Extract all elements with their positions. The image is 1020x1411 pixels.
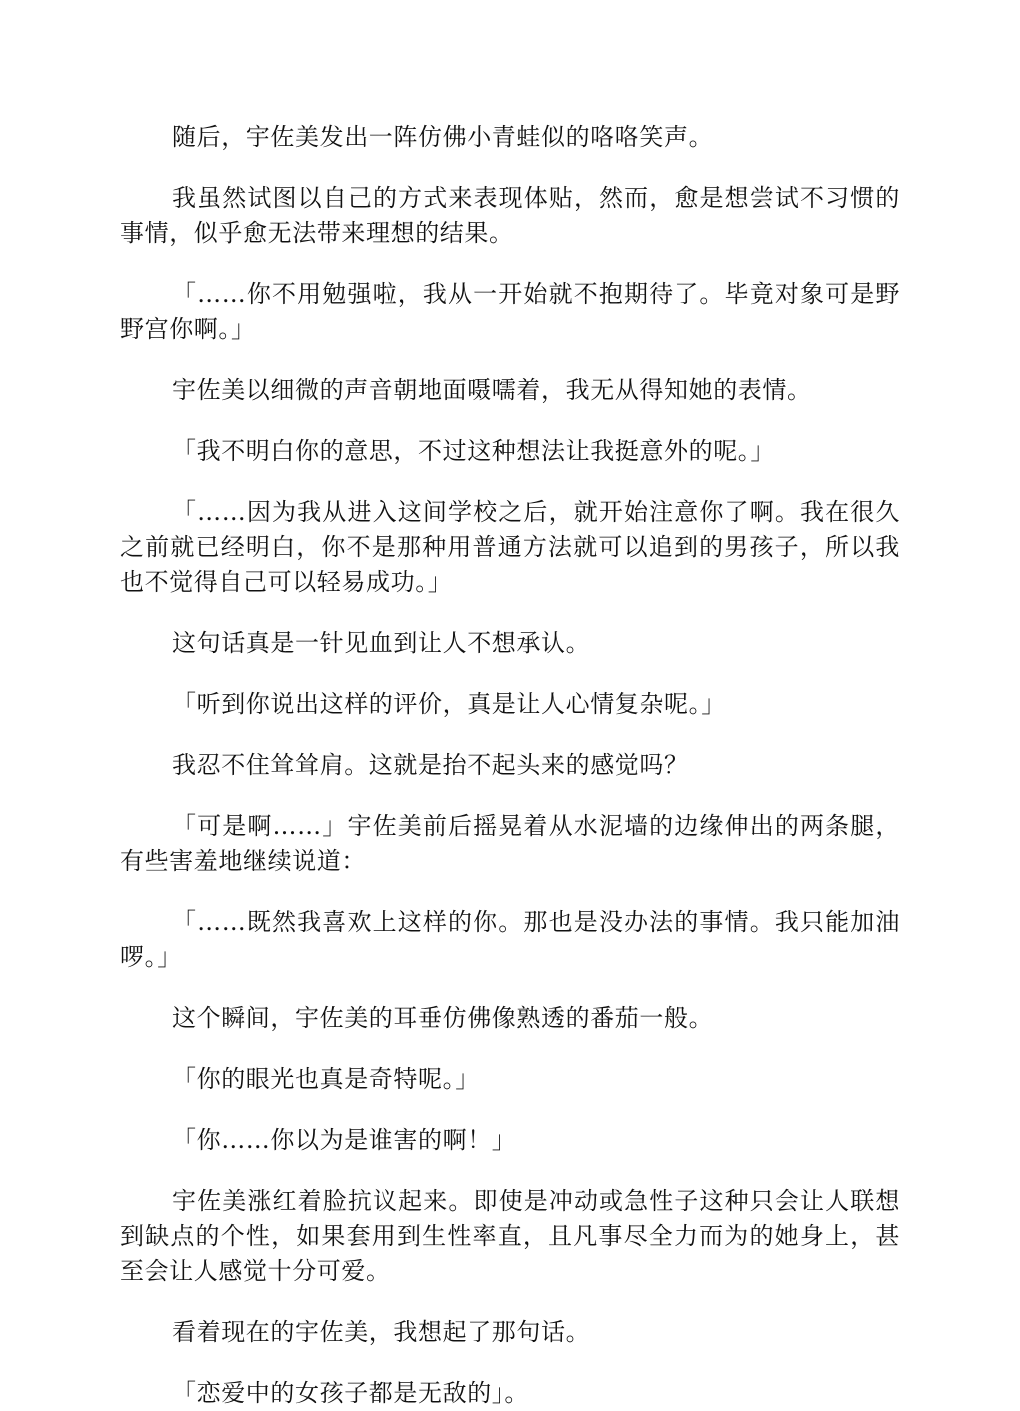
paragraph: 「……你不用勉强啦，我从一开始就不抱期待了。毕竟对象可是野野宫你啊。」: [120, 280, 900, 343]
paragraph: 「我不明白你的意思，不过这种想法让我挺意外的呢。」: [172, 437, 775, 465]
paragraph: 「可是啊……」宇佐美前后摇晃着从水泥墙的边缘伸出的两条腿，有些害羞地继续说道：: [120, 812, 900, 875]
paragraph: 这个瞬间，宇佐美的耳垂仿佛像熟透的番茄一般。: [172, 1004, 714, 1032]
paragraph: 宇佐美以细微的声音朝地面嗫嚅着，我无从得知她的表情。: [172, 376, 812, 404]
paragraph: 宇佐美涨红着脸抗议起来。即使是冲动或急性子这种只会让人联想到缺点的个性，如果套用到生性率直，且凡事尽全力而为的她身上，甚至会让人感觉十分可爱。: [120, 1187, 900, 1285]
paragraph: 看着现在的宇佐美，我想起了那句话。: [172, 1318, 591, 1346]
paragraph: 随后，宇佐美发出一阵仿佛小青蛙似的咯咯笑声。: [172, 123, 714, 151]
paragraph: 「听到你说出这样的评价，真是让人心情复杂呢。」: [172, 690, 726, 718]
paragraph: 「你的眼光也真是奇特呢。」: [172, 1065, 480, 1093]
paragraph: 「你……你以为是谁害的啊！」: [172, 1126, 517, 1154]
paragraph: 这句话真是一针见血到让人不想承认。: [172, 629, 591, 657]
paragraph: 「恋爱中的女孩子都是无敌的」。: [172, 1379, 529, 1407]
paragraph: 「……既然我喜欢上这样的你。那也是没办法的事情。我只能加油啰。」: [120, 908, 900, 971]
paragraph: 我虽然试图以自己的方式来表现体贴，然而，愈是想尝试不习惯的事情，似乎愈无法带来理想的结果。: [120, 184, 900, 247]
paragraph: 我忍不住耸耸肩。这就是抬不起头来的感觉吗？: [172, 751, 689, 779]
paragraph: 「……因为我从进入这间学校之后，就开始注意你了啊。我在很久之前就已经明白，你不是那种用普通方法就可以追到的男孩子，所以我也不觉得自己可以轻易成功。」: [120, 498, 900, 596]
